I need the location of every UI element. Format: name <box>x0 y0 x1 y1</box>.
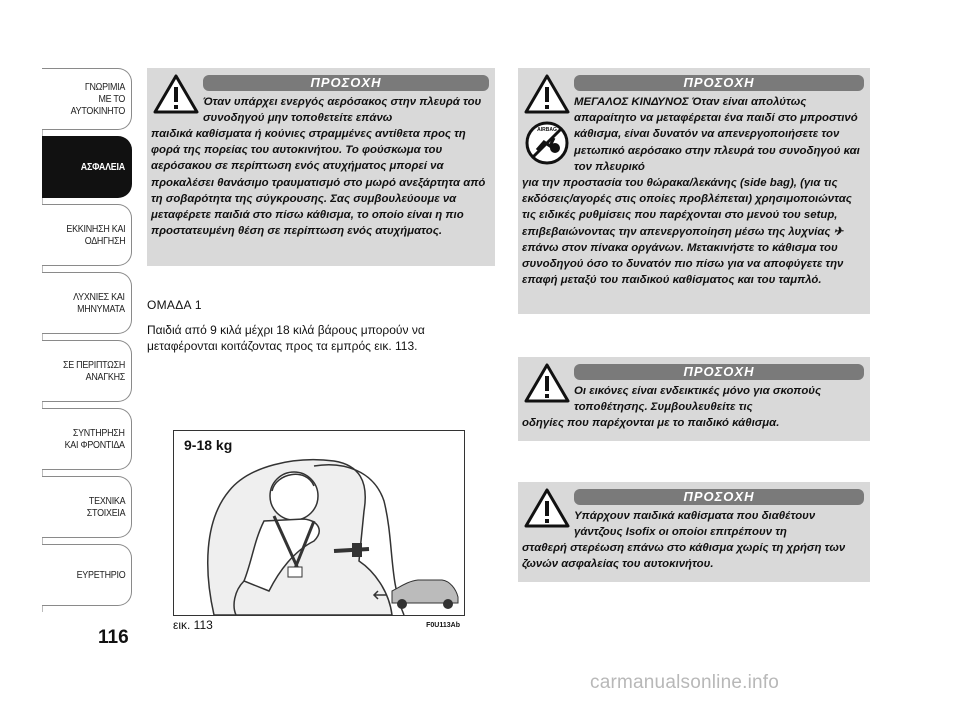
no-child-seat-airbag-icon <box>524 120 570 166</box>
tab-label: ΣΥΝΤΗΡΗΣΗ ΚΑΙ ΦΡΟΝΤΙΔΑ <box>64 427 125 451</box>
tab-technical-data[interactable] <box>42 476 132 538</box>
warning-body-text: σταθερή στερέωση επάνω στο κάθισμα χωρίς τη χρήση των ζωνών ασφαλείας του αυτοκινήτου. <box>522 542 846 571</box>
tab-index[interactable] <box>42 544 132 606</box>
warning-body-text: για την προστασία του θώρακα/λεκάνης (side bag), (για τις εκδόσεις/αγορές στις οποίες προβλέπεται) χρησιμοποιώντας τις ειδικές ρυθμίσεις που παρέχονται στο μενού του setup, επιβεβαιώνοντας την απενεργοποίηση μέσω της λυχνίας ✈ επάνω στον πίνακα οργάνων. Μετακινήστε το κάθισμα του συνοδηγού όσο το δυνατόν πιο πίσω για να αποφύγετε την επαφή μεταξύ του παιδικού καθίσματος και του ταμπλό. <box>522 177 852 287</box>
tab-label: ΓΝΩΡΙΜΙΑ ΜΕ ΤΟ ΑΥΤΟΚΙΝΗΤΟ <box>70 81 125 117</box>
warning-lead-text: Όταν υπάρχει ενεργός αερόσακος στην πλευρά του συνοδηγού μην τοποθετείτε επάνω <box>203 96 482 125</box>
tab-label: ΤΕΧΝΙΚΑ ΣΤΟΙΧΕΙΑ <box>86 495 125 519</box>
warning-triangle-icon <box>153 74 199 114</box>
warning-body-text: παιδικά καθίσματα ή κούνιες στραμμένες αντίθετα προς τη φορά της πορείας του αυτοκινήτου. Το φούσκωμα του αερόσακου σε περίπτωση ενός ατυχήματος μπορεί να προκαλέσει θανάσιμο τραυματισμό στο μωρό ανεξάρτητα από τη σοβαρότητα της σύγκρουσης. Σας συμβουλεύουμε να μεταφέρετε παιδιά στο πίσω κάθισμα, το οποίο είναι η πιο προστατευμένη θέση σε περίπτωση ενός ατυχήματος. <box>151 128 486 238</box>
warning-box-isofix <box>518 482 870 582</box>
figure-caption: εικ. 113 <box>173 618 213 632</box>
tab-warning-lights[interactable] <box>42 272 132 334</box>
warning-body-text: οδηγίες που παρέχονται με το παιδικό κάθισμα. <box>522 417 780 429</box>
warning-triangle-icon <box>524 488 570 528</box>
tab-label: ΛΥΧΝΙΕΣ ΚΑΙ ΜΗΝΥΜΑΤΑ <box>73 291 125 315</box>
warning-box-great-danger <box>518 68 870 314</box>
tab-label: ΕΥΡΕΤΗΡΙΟ <box>76 569 125 581</box>
section-body-text: Παιδιά από 9 κιλά μέχρι 18 κιλά βάρους μπορούν να μεταφέρονται κοιτάζοντας προς τα εμπρός εικ. 113. <box>147 323 425 353</box>
child-seat-illustration <box>174 431 464 615</box>
warning-lead-text: Οι εικόνες είναι ενδεικτικές μόνο για σκοπούς τοποθέτησης. Συμβουλευθείτε τις <box>574 385 822 414</box>
airbag-label: AIRBAG <box>537 127 557 133</box>
warning-header: ΠΡΟΣΟΧΗ <box>574 364 864 380</box>
section-title: ΟΜΑΔΑ 1 <box>147 298 202 312</box>
tab-maintenance[interactable] <box>42 408 132 470</box>
tab-emergency[interactable] <box>42 340 132 402</box>
warning-header: ΠΡΟΣΟΧΗ <box>574 75 864 91</box>
watermark: carmanualsonline.info <box>590 672 780 693</box>
warning-header: ΠΡΟΣΟΧΗ <box>574 489 864 505</box>
tab-getting-to-know[interactable] <box>42 68 132 130</box>
figure-weight-label: 9-18 kg <box>184 437 233 453</box>
warning-header: ΠΡΟΣΟΧΗ <box>203 75 489 91</box>
tab-label: ΕΚΚΙΝΗΣΗ ΚΑΙ ΟΔΗΓΗΣΗ <box>65 223 125 247</box>
warning-box-airbag-rear-facing <box>147 68 495 266</box>
warning-lead-text: ΜΕΓΑΛΟΣ ΚΙΝΔΥΝΟΣ Όταν είναι απολύτως απαραίτητο να μεταφέρεται ένα παιδί στο μπροστινό κάθισμα, είναι δυνατόν να απενεργοποιήσετε τον μετωπικό αερόσακο στην πλευρά του συνοδηγού και τον πλευρικό <box>574 96 860 173</box>
figure-code: F0U113Ab <box>426 622 460 629</box>
warning-lead-text: Υπάρχουν παιδικά καθίσματα που διαθέτουν γάντζους Isofix οι οποίοι επιτρέπουν τη <box>574 510 816 539</box>
warning-box-illustrative-images <box>518 357 870 441</box>
tab-label: ΑΣΦΑΛΕΙΑ <box>80 161 125 173</box>
tab-safety[interactable] <box>42 136 132 198</box>
tab-starting-driving[interactable] <box>42 204 132 266</box>
page-number: 116 <box>98 627 129 648</box>
warning-triangle-icon <box>524 74 570 114</box>
warning-triangle-icon <box>524 363 570 403</box>
tab-label: ΣΕ ΠΕΡΙΠΤΩΣΗ ΑΝΑΓΚΗΣ <box>62 359 125 383</box>
